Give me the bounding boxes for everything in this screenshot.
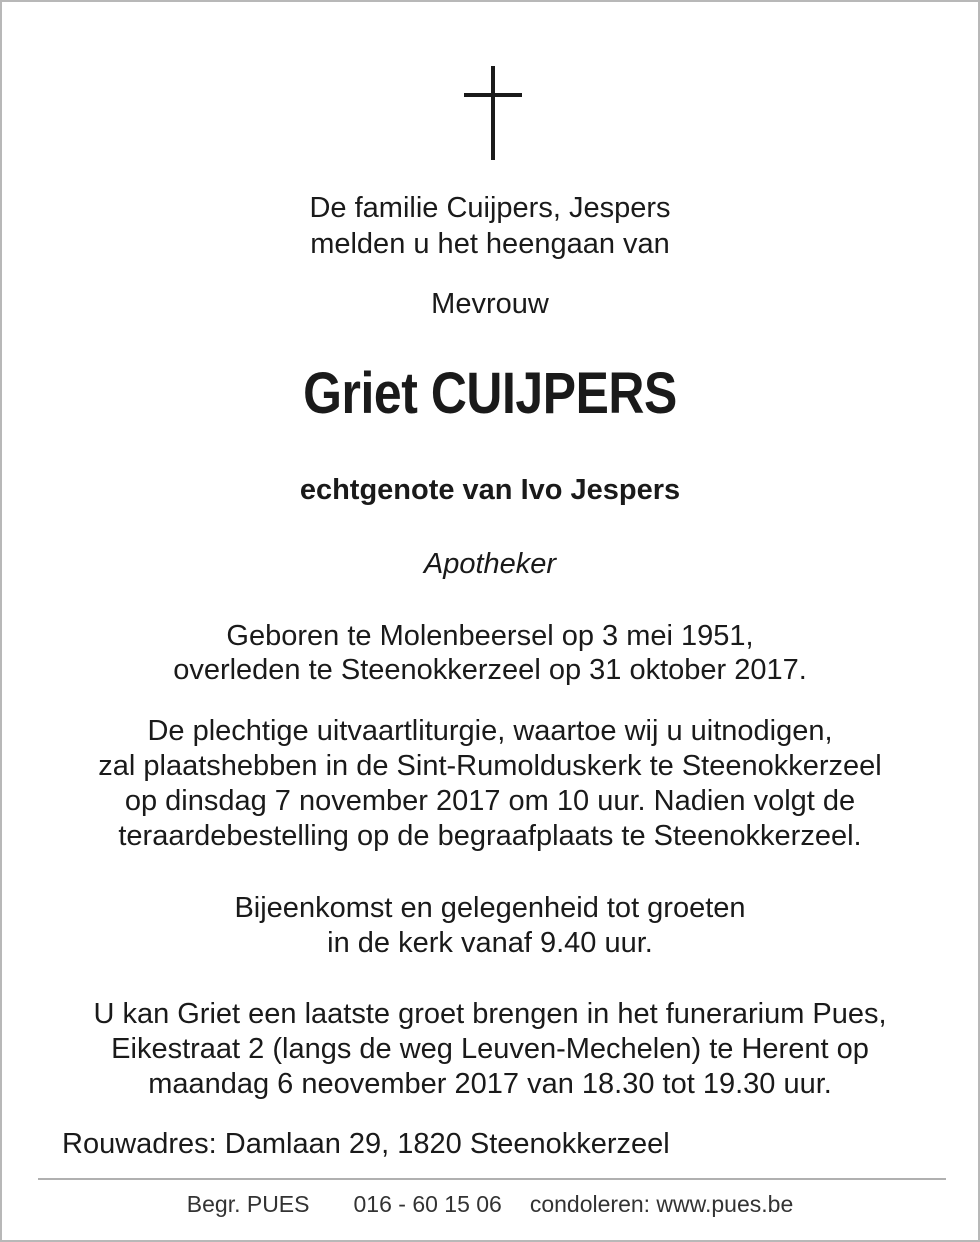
dates-line-1: Geboren te Molenbeersel op 3 mei 1951, [226,620,754,652]
deceased-name: Griet CUIJPERS [303,361,677,426]
honorific: Mevrouw [431,288,549,320]
ceremony-line-2: zal plaatshebben in de Sint-Rumolduskerk te Steenokkerzeel [98,750,882,782]
undertaker-phone: 016 - 60 15 06 [353,1191,502,1217]
undertaker-name: Begr. PUES [186,1191,310,1217]
intro-line-1: De familie Cuijpers, Jespers [309,192,671,224]
footer [2,1188,978,1220]
funeral-home-line-3: maandag 6 neovember 2017 van 18.30 tot 19.30 uur. [148,1068,832,1100]
footer-divider [38,1178,946,1180]
ceremony-line-3: op dinsdag 7 november 2017 om 10 uur. Nadien volgt de [124,785,856,817]
intro-line-2: melden u het heengaan van [310,228,670,260]
gathering-line-1: Bijeenkomst en gelegenheid tot groeten [234,892,746,924]
condolences-link[interactable]: condoleren: www.pues.be [529,1191,794,1217]
ceremony-line-4: teraardebestelling op de begraafplaats te Steenokkerzeel. [118,820,862,852]
funeral-home-line-2: Eikestraat 2 (langs de weg Leuven-Mechelen) te Herent op [111,1033,869,1065]
gathering-line-2: in de kerk vanaf 9.40 uur. [327,927,653,959]
dates-line-2: overleden te Steenokkerzeel op 31 oktober 2017. [173,654,807,686]
cross-icon [464,66,522,160]
mourning-address: Rouwadres: Damlaan 29, 1820 Steenokkerzeel [62,1128,670,1160]
funeral-home-line-1: U kan Griet een laatste groet brengen in het funerarium Pues, [93,998,887,1030]
ceremony-line-1: De plechtige uitvaartliturgie, waartoe wij u uitnodigen, [147,715,833,747]
spouse-line: echtgenote van Ivo Jespers [299,474,681,506]
occupation: Apotheker [423,548,557,580]
